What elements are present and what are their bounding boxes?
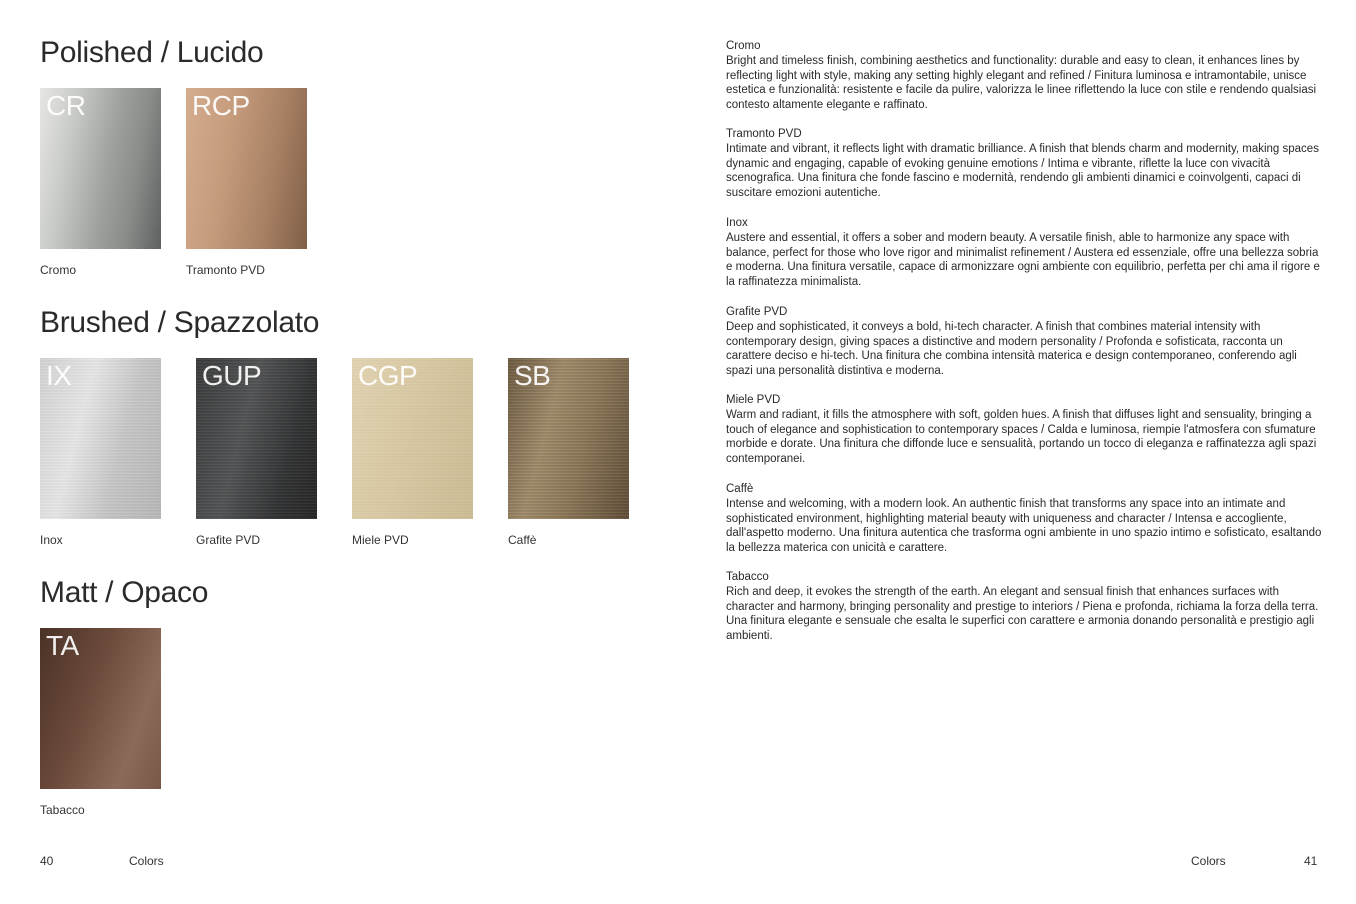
swatch-code: TA [46,630,79,661]
swatch-name: Inox [40,533,63,547]
swatch-name: Miele PVD [352,533,409,547]
swatch-grafite-pvd [196,358,317,547]
swatch-code: GUP [202,360,262,391]
description-text: Rich and deep, it evokes the strength of the earth. An elegant and sensual finish that enhances surfaces with character and harmony, bringing personality and prestige to interiors / Piena e profonda, richiama la forza della terra. Una finitura elegante e sensuale che esalta le superfici con carattere e armonia donando personalità e prestigio agli ambienti. [726,585,1319,643]
description-title: Inox [726,217,748,229]
swatch-image [40,88,161,249]
swatch-caffe [508,358,629,547]
description-grafite-pvd [726,305,1326,379]
section-title-matt: Matt / Opaco [40,576,209,609]
page-number: 40 [40,854,54,868]
swatch-image [508,358,629,519]
description-inox [726,216,1326,290]
swatch-name: Caffè [508,533,537,547]
description-title: Cromo [726,40,761,52]
description-text: Warm and radiant, it fills the atmosphere with soft, golden hues. A finish that diffuses light and sensuality, bringing a touch of elegance and sophistication to contemporary spaces / Calda e luminosa, riempie l'atmosfera con sfumature morbide e dorate. Una finitura che diffonde luce e sensualità, portando un tocco di eleganza e raffinatezza agli spazi contemporanei. [726,408,1317,466]
swatch-name: Tabacco [40,803,85,817]
swatch-tramonto-pvd [186,88,307,277]
description-text: Deep and sophisticated, it conveys a bold, hi-tech character. A finish that combines material intensity with contemporary design, giving spaces a distinctive and modern personality / Profonda e sofisticata, racconta un carattere deciso e hi-tech. Una finitura che combina intensità materica e design contemporaneo, conferendo agli spazi una personalità distintiva e moderna. [726,320,1297,378]
right-page [678,0,1356,904]
footer-section-label: Colors [129,854,164,868]
description-miele-pvd [726,393,1326,467]
section-title-polished: Polished / Lucido [40,36,264,69]
swatch-miele-pvd [352,358,473,547]
swatch-image [186,88,307,249]
swatch-name: Cromo [40,263,77,277]
swatch-name: Tramonto PVD [186,263,265,277]
swatch-code: CR [46,90,86,121]
swatch-image [352,358,473,519]
description-tramonto-pvd [726,127,1326,201]
description-text: Bright and timeless finish, combining aesthetics and functionality: durable and easy to clean, it enhances lines by reflecting light with style, making any setting highly elegant and refined / Finitura luminosa e intramontabile, unisce estetica e funzionalità: resistente e facile da pulire, valorizza le linee riflettendo la luce con stile e rendendo qualsiasi contesto altamente elegante e raffinato. [726,54,1317,112]
swatch-image [40,628,161,789]
description-caffe [726,482,1326,556]
swatch-code: IX [46,360,72,391]
swatch-inox [40,358,161,547]
swatch-image [196,358,317,519]
swatch-cromo [40,88,161,277]
swatch-row-matt [40,628,640,818]
description-text: Intimate and vibrant, it reflects light with dramatic brilliance. A finish that blends charm and modernity, making spaces dynamic and engaging, capable of evoking genuine emotions / Intima e vibrante, riflette la luce con vivacità scenografica. Una finitura che fonde fascino e modernità, rendendo gli ambienti dinamici e coinvolgenti, capaci di suscitare emozioni autentiche. [726,142,1319,200]
swatch-code: CGP [358,360,418,391]
description-text: Intense and welcoming, with a modern look. An authentic finish that transforms any space into an intimate and sophisticated environment, highlighting material beauty with uniqueness and character / Intensa e accogliente, dall'aspetto moderno. Una finitura autentica che trasforma ogni ambiente in uno spazio intimo e sofisticato, esaltando la bellezza materica con unicità e carattere. [726,497,1322,555]
footer-section-label: Colors [1191,854,1226,868]
swatch-row-brushed [40,358,640,548]
swatch-name: Grafite PVD [196,533,261,547]
swatch-image [40,358,161,519]
description-tabacco [726,570,1326,644]
swatch-code: SB [514,360,551,391]
swatch-tabacco [40,628,161,817]
swatch-row-polished [40,88,640,278]
swatch-code: RCP [192,90,250,121]
description-title: Caffè [726,483,754,495]
description-cromo [726,39,1326,113]
section-title-brushed: Brushed / Spazzolato [40,306,320,339]
description-title: Tabacco [726,571,769,583]
page-number: 41 [1304,854,1318,868]
description-text: Austere and essential, it offers a sober and modern beauty. A versatile finish, able to harmonize any space with balance, perfect for those who love rigor and minimalist refinement / Austera ed essenziale, offre una bellezza sobria e moderna. Una finitura versatile, capace di armonizzare ogni ambiente con equilibrio, perfetta per chi ama il rigore e la raffinatezza minimalista. [726,231,1320,289]
description-title: Grafite PVD [726,306,788,318]
description-title: Miele PVD [726,394,781,406]
description-title: Tramonto PVD [726,128,802,140]
